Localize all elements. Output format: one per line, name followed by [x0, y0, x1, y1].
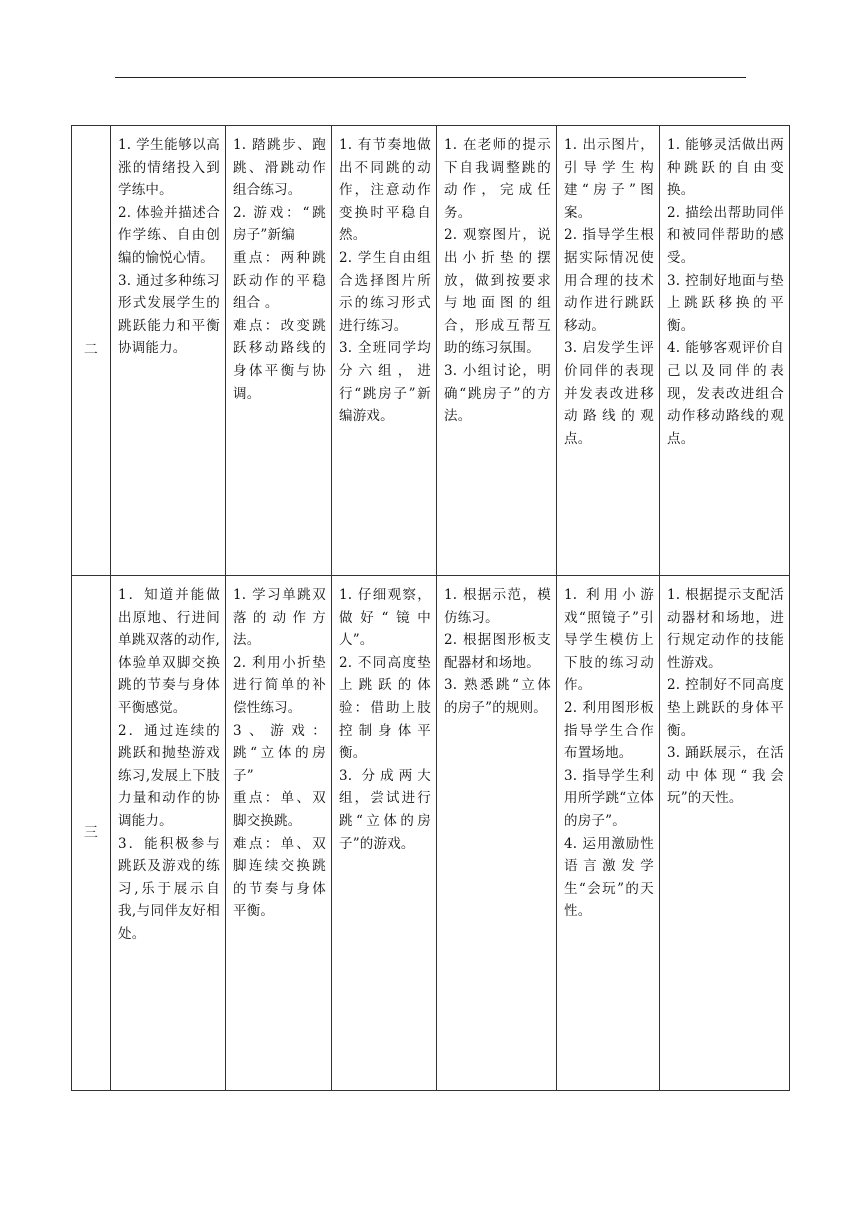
text-line: 2. 游戏：“跳房子”新编	[233, 204, 326, 244]
text-line: 3. 启发学生评价同伴的表现并发表改进移动路线的观点。	[564, 340, 654, 447]
text-line: 4. 能够客观评价自己以及同伴的表现，发表改进组合动作移动路线的观点。	[667, 340, 784, 447]
text-line: 1. 学生能够以高涨的情绪投入到学练中。	[118, 137, 220, 199]
learning-objectives-cell	[111, 576, 226, 1091]
text-line: 2. 学生自由组合选择图片所示的练习形式进行练习。	[339, 249, 431, 334]
teacher-guidance-cell	[557, 126, 660, 576]
text-line: 2. 控制好不同高度垫上跳跃的身体平衡。	[667, 677, 784, 739]
activity-cell	[332, 126, 437, 576]
text-line: 3. 熟悉跳“立体的房子”的规则。	[444, 677, 551, 716]
lesson-plan-table	[71, 125, 790, 1091]
text-line: 3、游戏：跳“立体的房子”	[233, 722, 326, 784]
text-line: 2. 利用图形板指导学生合作布置场地。	[564, 699, 654, 762]
text-line: 2. 根据图形板支配器材和场地。	[444, 632, 551, 671]
evaluation-cell	[660, 576, 790, 1091]
table-row	[72, 576, 790, 1091]
text-line: 重点：单、双脚交换跳。	[233, 790, 326, 829]
lesson-number: 三	[72, 576, 111, 1091]
text-line: 难点：单、双脚连续交换跳的节奏与身体平衡。	[233, 835, 326, 920]
text-line: 2. 不同高度垫上跳跃的体验：借助上肢控制身体平衡。	[339, 654, 431, 762]
text-line: 1. 利用小游戏“照镜子”引导学生模仿上下肢的练习动作。	[564, 587, 654, 694]
evaluation-cell	[660, 126, 790, 576]
text-line: 2. 描绘出帮助同伴和被同伴帮助的感受。	[667, 204, 784, 266]
activity-cell	[332, 576, 437, 1091]
teacher-guidance-cell	[557, 576, 660, 1091]
text-line: 3. 控制好地面与垫上跳跃移换的平衡。	[667, 272, 784, 334]
text-line: 1. 踏跳步、跑跳、滑跳动作组合练习。	[233, 137, 326, 199]
text-line: 2. 指导学生根据实际情况使用合理的技术动作进行跳跃移动。	[564, 227, 654, 334]
student-task-cell	[437, 576, 557, 1091]
text-line: 2. 利用小折垫进行简单的补偿性练习。	[233, 654, 326, 716]
text-line: 1．知道并能做出原地、行进间单跳双落的动作,体验单双脚交换跳的节奏与身体平衡感觉。	[118, 587, 220, 716]
table-row	[72, 126, 790, 576]
text-line: 重点：两种跳跃动作的平稳组合 。	[233, 249, 326, 312]
text-line: 1. 学习单跳双落的动作方法。	[233, 587, 326, 649]
text-line: 3. 分成两大组，尝试进行跳“立体的房子”的游戏。	[339, 767, 431, 852]
text-line: 2．通过连续的跳跃和抛垫游戏练习,发展上下肢力量和动作的协调能力。	[118, 722, 220, 829]
text-line: 3. 踊跃展示，在活动中体现“我会玩”的天性。	[667, 745, 784, 807]
text-line: 3. 指导学生利用所学跳“立体的房子”。	[564, 767, 654, 829]
text-line: 3. 小组讨论，明确“跳房子”的方法。	[444, 362, 551, 425]
text-line: 1. 出示图片，引导学生构建“房子”图案。	[564, 137, 654, 221]
text-line: 2. 观察图片，说出小折垫的摆放，做到按要求与地面图的组合，形成互帮互助的练习氛围。	[444, 227, 551, 357]
content-cell	[226, 126, 332, 576]
lesson-number: 二	[72, 126, 111, 576]
text-line: 3．能积极参与跳跃及游戏的练习,乐于展示自我,与同伴友好相处。	[118, 835, 220, 942]
text-line: 4. 运用激励性语言激发学生“会玩”的天性。	[564, 835, 654, 920]
content-cell	[226, 576, 332, 1091]
learning-objectives-cell	[111, 126, 226, 576]
text-line: 1. 能够灵活做出两种跳跃的自由变换。	[667, 137, 784, 199]
text-line: 难点：改变跳跃移动路线的身体平衡与协调。	[233, 317, 326, 402]
text-line: 1. 根据示范，模仿练习。	[444, 587, 551, 626]
text-line: 1. 仔细观察，做好“镜中人”。	[339, 587, 431, 649]
text-line: 1. 在老师的提示下自我调整跳的动作，完成任务。	[444, 137, 551, 221]
student-task-cell	[437, 126, 557, 576]
text-line: 2. 体验并描述合作学练、自由创编的愉悦心情。	[118, 204, 220, 266]
text-line: 1. 有节奏地做出不同跳的动作，注意动作变换时平稳自然。	[339, 137, 431, 244]
text-line: 3. 通过多种练习形式发展学生的跳跃能力和平衡协调能力。	[118, 272, 220, 357]
text-line: 1. 根据提示支配活动器材和场地，进行规定动作的技能性游戏。	[667, 587, 784, 671]
text-line: 3. 全班同学均分六组，进行“跳房子”新编游戏。	[339, 340, 431, 425]
header-rule	[115, 77, 746, 78]
